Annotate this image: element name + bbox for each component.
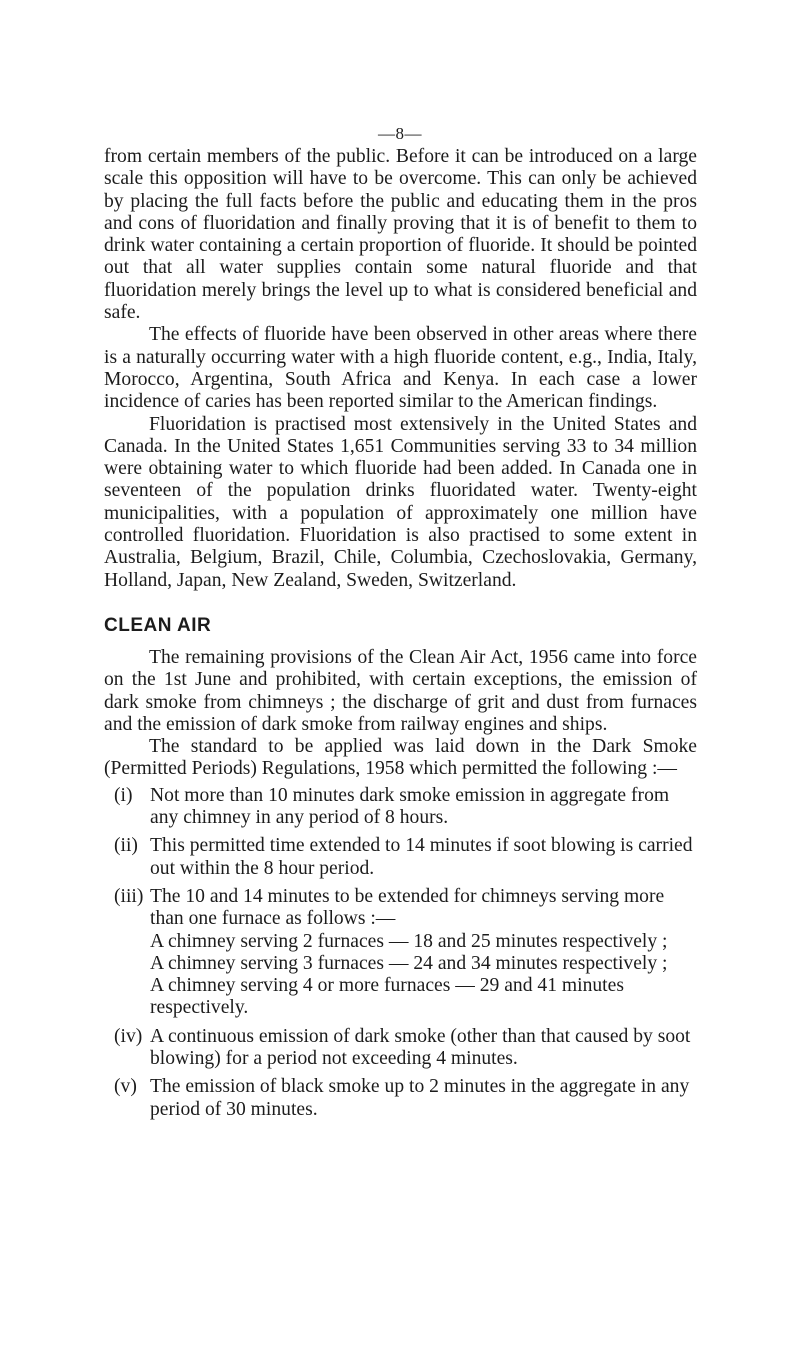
list-item	[104, 835, 697, 880]
list-item	[104, 886, 697, 1020]
list-sub-line: A chimney serving 3 furnaces — 24 and 34 minutes respectively ;	[150, 952, 668, 974]
paragraph-clean-air-act: The remaining provisions of the Clean Air Act, 1956 came into force on the 1st June and prohibited, with certain exceptions, the emission of dark smoke from chimneys ; the discharge of grit and dust from furnaces and the emission of dark smoke from railway engines and ships.	[104, 646, 697, 735]
list-item	[104, 785, 697, 830]
list-item-text: The 10 and 14 minutes to be extended for chimneys serving more than one furnace as follows :—	[150, 885, 665, 930]
list-item-text: Not more than 10 minutes dark smoke emission in aggregate from any chimney in any period of 8 hours.	[150, 784, 670, 829]
list-marker: (ii)	[114, 835, 138, 857]
section-heading-clean-air: CLEAN AIR	[104, 614, 212, 636]
list-item-text: A continuous emission of dark smoke (other than that caused by soot blowing) for a period not exceeding 4 minutes.	[150, 1025, 691, 1069]
list-item	[104, 1026, 697, 1071]
paragraph-fluoridation-practice: Fluoridation is practised most extensively in the United States and Canada. In the United States 1,651 Communities serving 33 to 34 million were obtaining water to which fluoride had been added. In Canada one in seventeen of the population drinks fluoridated water. Twenty-eight municipalities, with a population of approximately one million have controlled fluoridation. Fluoridation is also practised to some extent in Australia, Belgium, Brazil, Chile, Columbia, Czechoslovakia, Germany, Holland, Japan, New Zealand, Sweden, Switzerland.	[104, 413, 697, 591]
list-item-text: The emission of black smoke up to 2 minutes in the aggregate in any period of 30 minutes.	[150, 1076, 690, 1120]
list-sub-line: A chimney serving 2 furnaces — 18 and 25 minutes respectively ;	[150, 930, 668, 952]
list-sub-line: A chimney serving 4 or more furnaces — 29 and 41 minutes respectively.	[150, 975, 624, 1019]
paragraph-dark-smoke-regulations: The standard to be applied was laid down in the Dark Smoke (Permitted Periods) Regulations, 1958 which permitted the following :—	[104, 736, 697, 780]
page-number: —8—	[378, 124, 422, 143]
paragraph-fluoride-opposition: from certain members of the public. Before it can be introduced on a large scale this opposition will have to be overcome. This can only be achieved by placing the full facts before the public and educating them in the pros and cons of fluoridation and finally proving that it is of benefit to them to drink water containing a certain proportion of fluoride. It should be pointed out that all water supplies contain some natural fluoride and that fluoridation merely brings the level up to what is considered beneficial and safe.	[104, 146, 697, 324]
list-item-text: This permitted time extended to 14 minutes if soot blowing is carried out within the 8 hour period.	[150, 835, 693, 879]
page-content	[104, 146, 697, 1121]
list-marker: (iv)	[114, 1025, 143, 1047]
list-marker: (i)	[114, 784, 133, 806]
paragraph-fluoride-effects: The effects of fluoride have been observed in other areas where there is a naturally occurring water with a high fluoride content, e.g., India, Italy, Morocco, Argentina, South Africa and Kenya. In each case a lower incidence of caries has been reported similar to the American findings.	[104, 324, 697, 413]
list-item-body	[150, 886, 697, 1020]
list-marker: (iii)	[114, 885, 144, 907]
list-marker: (v)	[114, 1076, 137, 1098]
list-item	[104, 1076, 697, 1121]
regulations-list	[104, 785, 697, 1121]
